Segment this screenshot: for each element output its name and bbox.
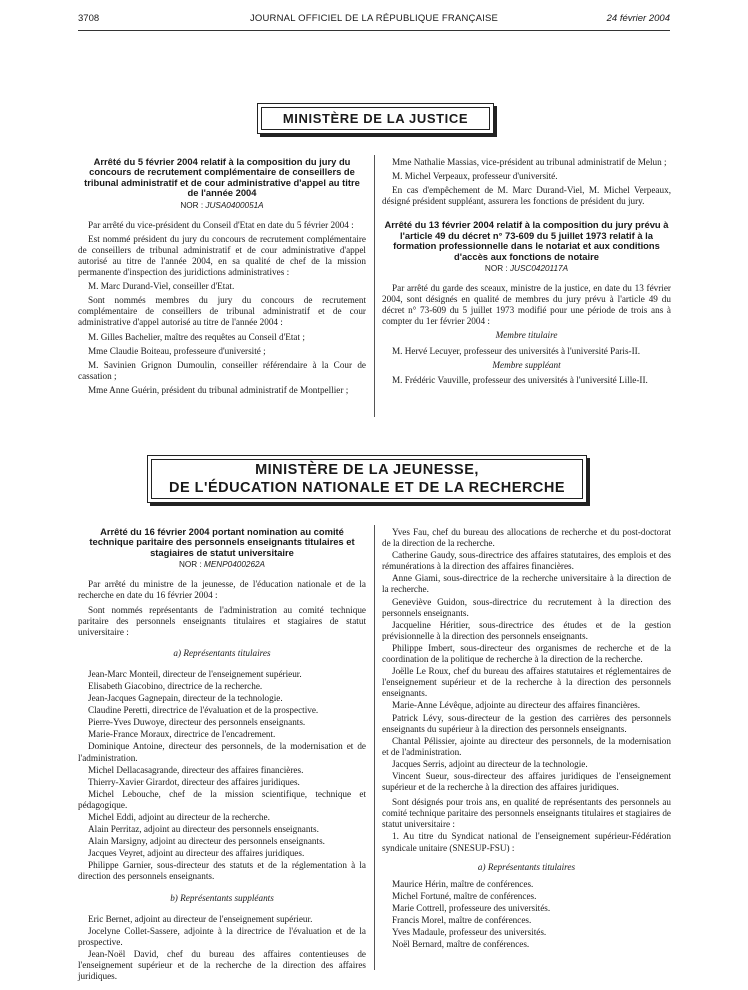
paragraph: Par arrêté du ministre de la jeunesse, de l'éducation nationale et de la recherche en date du 16 février 2004 : <box>78 579 366 601</box>
list-item: Jocelyne Collet-Sassere, adjointe à la directrice de l'évaluation et de la prospective. <box>78 925 366 947</box>
list-item: Maurice Hérin, maître de conférences. <box>392 878 534 889</box>
list-item: Eric Bernet, adjoint au directeur de l'enseignement supérieur. <box>88 913 313 924</box>
list-item: Philippe Imbert, sous-directeur des organismes de recherche et de la coordination de la politique de recherche à la direction de la recherche. <box>382 642 671 665</box>
list-item: Marie-Anne Lévêque, adjointe au directeur des affaires financières. <box>392 700 641 711</box>
list-item: Patrick Lévy, sous-directeur de la gestion des carrières des personnels enseignants du supérieur à la direction des personnels enseignants. <box>382 712 671 734</box>
paragraph: Mme Nathalie Massias, vice-président au tribunal administratif de Melun ; <box>392 157 667 167</box>
list-item: Anne Giami, sous-directrice de la recherche universitaire à la direction de la recherche. <box>382 573 671 595</box>
journal-title: JOURNAL OFFICIEL DE LA RÉPUBLIQUE FRANÇAISE <box>249 13 499 24</box>
list-item: Jacques Veyret, adjoint au directeur des affaires juridiques. <box>88 848 305 859</box>
list-item: Michel Dellacasagrande, directeur des affaires financières. <box>88 764 304 775</box>
suppleants-heading: b) Représentants suppléants <box>170 892 274 903</box>
list-item: Yves Madaule, professeur des universités. <box>392 927 547 938</box>
column-divider <box>374 155 375 417</box>
list-item: Dominique Antoine, directeur des personnels, de la modernisation et de l'administration. <box>78 741 366 763</box>
education-left-column <box>78 527 366 983</box>
page-header <box>78 13 670 29</box>
list-item: Yves Fau, chef du bureau des allocations de recherche et du post-doctorat de la direction de la recherche. <box>382 527 671 549</box>
list-item: Joëlle Le Roux, chef du bureau des affaires statutaires et réglementaires de l'enseignement supérieur et de la recherche à la direction des personnels enseignants. <box>382 666 671 699</box>
list-item: Michel Eddi, adjoint au directeur de la recherche. <box>88 812 270 822</box>
paragraph: Par arrêté du vice-président du Conseil d'Etat en date du 5 février 2004 : <box>88 219 354 230</box>
publication-date: 24 février 2004 <box>606 13 670 24</box>
list-item: Jacqueline Héritier, sous-directrice des études et de la gestion prévisionnelle à la direction des personnels enseignants. <box>382 619 671 641</box>
membre-suppleant-heading: Membre suppléant <box>492 359 561 370</box>
page-number: 3708 <box>78 13 100 24</box>
list-item: Philippe Garnier, sous-directeur des statuts et de la réglementation à la direction des personnels enseignants. <box>78 860 366 882</box>
arrete1-title: Arrêté du 5 février 2004 relatif à la composition du jury du concours de recrutement complémentaire de conseillers de tribunal administratif et de cour administrative d'appel au titre de l'année 2004 <box>84 156 360 199</box>
membre-titulaire-heading: Membre titulaire <box>495 330 558 341</box>
header-rule <box>78 30 670 31</box>
paragraph: Sont nommés représentants de l'administration au comité technique paritaire des personnels enseignants titulaires et stagiaires de statut universitaire : <box>78 604 366 637</box>
paragraph: M. Hervé Lecuyer, professeur des universités à l'université Paris-II. <box>392 345 640 356</box>
arrete2-title: Arrêté du 13 février 2004 relatif à la composition du jury prévu à l'article 49 du décret n° 73-609 du 5 juillet 1973 relatif à la formation professionnelle dans le notariat et aux conditions d'accès aux fonctions de notaire <box>384 219 669 262</box>
paragraph: Par arrêté du garde des sceaux, ministre de la justice, en date du 13 février 2004, sont désignés en qualité de membres du jury prévu à l'article 49 du décret n° 73-609 du 5 juillet 1973 modifié pour une période de trois ans à compter du 1er février 2004 : <box>382 283 671 327</box>
list-item: Geneviève Guidon, sous-directrice du recrutement à la direction des personnels enseignants. <box>382 596 671 618</box>
paragraph: M. Frédéric Vauville, professeur des universités à l'université Lille-II. <box>392 374 648 385</box>
paragraph: Sont désignés pour trois ans, en qualité de représentants des personnels au comité technique paritaire des personnels enseignants titulaires et stagiaires de statut universitaire : <box>382 797 671 830</box>
list-item: Marie Cottrell, professeure des universités. <box>392 902 551 913</box>
list-item: Elisabeth Giacobino, directrice de la recherche. <box>88 680 263 691</box>
list-item: Francis Morel, maître de conférences. <box>392 915 532 925</box>
list-item: Michel Lebouche, chef de la mission scientifique, technique et pédagogique. <box>78 788 366 810</box>
paragraph: Mme Claudie Boiteau, professeure d'université ; <box>88 345 266 356</box>
list-item: Pierre-Yves Duwoye, directeur des personnels enseignants. <box>88 717 306 728</box>
perso-titulaires-heading: a) Représentants titulaires <box>477 861 576 872</box>
ministry-education-title: MINISTÈRE DE LA JEUNESSE, DE L'ÉDUCATION NATIONALE ET DE LA RECHERCHE <box>151 459 583 499</box>
paragraph: Sont nommés membres du jury du concours de recrutement complémentaire de conseillers de tribunal administratif et de cour administrative d'appel autorisé au titre de l'année 2004 : <box>78 295 366 328</box>
list-item: Jean-Marc Monteil, directeur de l'enseignement supérieur. <box>88 668 302 679</box>
list-item: Alain Perritaz, adjoint au directeur des personnels enseignants. <box>88 824 319 835</box>
paragraph: 1. Au titre du Syndicat national de l'enseignement supérieur-Fédération syndicale unitaire (SNESUP-FSU) : <box>382 831 671 853</box>
paragraph: En cas d'empêchement de M. Marc Durand-Viel, M. Michel Verpeaux, désigné président suppléant, assurera les fonctions de président du jury. <box>382 185 671 207</box>
arrete1-nor: NOR : JUSA0400051A <box>180 200 264 210</box>
arrete3-nor: NOR : MENP0400262A <box>178 560 266 570</box>
list-item: Jean-Noël David, chef du bureau des affaires contentieuses de l'enseignement supérieur et de la recherche de la direction des affaires juridiques. <box>78 948 366 982</box>
column-divider <box>374 525 375 970</box>
list-item: Marie-France Moraux, directrice de l'encadrement. <box>88 729 276 740</box>
paragraph: M. Michel Verpeaux, professeur d'université. <box>392 171 558 182</box>
list-item: Alain Marsigny, adjoint au directeur des personnels enseignants. <box>88 836 325 847</box>
justice-right-column <box>382 157 671 389</box>
education-right-column <box>382 527 671 951</box>
list-item: Jean-Jacques Gagnepain, directeur de la technologie. <box>88 693 283 704</box>
list-item: Catherine Gaudy, sous-directrice des affaires statutaires, des emplois et des rémunérations à la direction des affaires financières. <box>382 550 671 572</box>
list-item: Jacques Serris, adjoint au directeur de la technologie. <box>392 758 588 769</box>
arrete3-title: Arrêté du 16 février 2004 portant nomination au comité technique paritaire des personnels enseignants titulaires et stagiaires de statut universitaire <box>89 526 355 558</box>
titulaires-heading: a) Représentants titulaires <box>173 647 271 658</box>
ministry-justice-banner <box>257 103 494 134</box>
paragraph: M. Marc Durand-Viel, conseiller d'Etat. <box>88 281 235 292</box>
list-item: Noël Bernard, maître de conférences. <box>392 939 530 950</box>
list-item: Michel Fortuné, maître de conférences. <box>392 890 537 901</box>
paragraph: Est nommé président du jury du concours de recrutement complémentaire de conseillers de tribunal administratif et de cour administrative d'appel autorisé au titre de l'année 2004, en sa qualité de chef de la mission permanente d'inspection des juridictions administratives : <box>78 233 366 278</box>
list-item: Chantal Pélissier, ajointe au directeur des personnels, de la modernisation et de l'administration. <box>382 735 671 757</box>
ministry-justice-title: MINISTÈRE DE LA JUSTICE <box>261 107 490 130</box>
paragraph: M. Savinien Grignon Dumoulin, conseiller référendaire à la Cour de cassation ; <box>78 359 366 381</box>
arrete2-nor: NOR : JUSC0420117A <box>484 264 569 273</box>
list-item: Vincent Sueur, sous-directeur des affaires juridiques de l'enseignement supérieur et de la recherche à la direction des affaires juridiques. <box>382 770 671 793</box>
list-item: Thierry-Xavier Girardot, directeur des affaires juridiques. <box>88 776 300 787</box>
paragraph: M. Gilles Bachelier, maître des requêtes au Conseil d'Etat ; <box>88 331 305 342</box>
ministry-education-banner <box>147 455 587 503</box>
paragraph: Mme Anne Guérin, président du tribunal administratif de Montpellier ; <box>88 384 349 395</box>
list-item: Claudine Peretti, directrice de l'évaluation et de la prospective. <box>88 705 319 716</box>
justice-left-column <box>78 157 366 399</box>
